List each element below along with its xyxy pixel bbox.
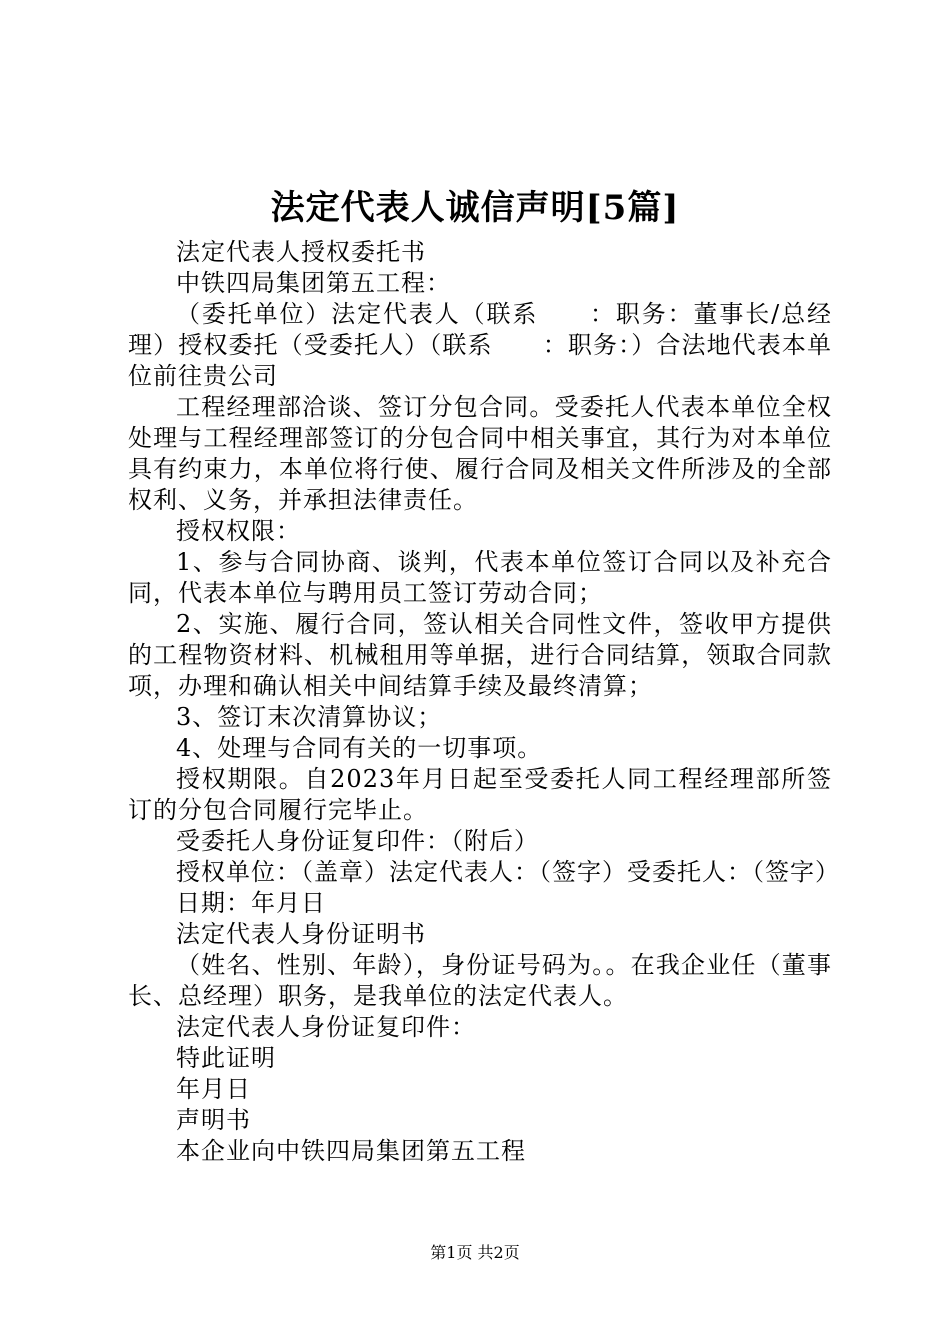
- document-body: [128, 237, 840, 1167]
- paragraph-3: （委托单位）法定代表人（联系 ：职务：董事长/总经理）授权委托（受委托人）（联系 ：职务：）合法地代表本单位前往贵公司: [128, 300, 832, 390]
- paragraph-14: 法定代表人身份证明书: [176, 920, 426, 948]
- paragraph-7: 2、实施、履行合同，签认相关合同性文件，签收甲方提供的工程物资材料、机械租用等单据，进行合同结算，领取合同款项，办理和确认相关中间结算手续及最终清算；: [128, 610, 832, 700]
- paragraph-17: 特此证明: [176, 1044, 276, 1072]
- paragraph-16: 法定代表人身份证复印件：: [176, 1013, 476, 1041]
- paragraph-9: 4、处理与合同有关的一切事项。: [176, 734, 543, 762]
- paragraph-8: 3、签订末次清算协议；: [176, 703, 443, 731]
- paragraph-5: 授权权限：: [176, 517, 301, 545]
- paragraph-18: 年月日: [176, 1075, 251, 1103]
- paragraph-11: 受委托人身份证复印件：（附后）: [176, 827, 539, 855]
- paragraph-12: 授权单位：（盖章）法定代表人：（签字）受委托人：（签字）: [176, 858, 840, 886]
- paragraph-19: 声明书: [176, 1106, 251, 1134]
- paragraph-4: 工程经理部洽谈、签订分包合同。受委托人代表本单位全权处理与工程经理部签订的分包合同中相关事宜，其行为对本单位具有约束力，本单位将行使、履行合同及相关文件所涉及的全部权利、义务，并承担法律责任。: [128, 393, 832, 514]
- paragraph-20: 本企业向中铁四局集团第五工程: [176, 1137, 526, 1165]
- paragraph-15: （姓名、性别、年龄），身份证号码为。。在我企业任（董事长、总经理）职务，是我单位的法定代表人。: [128, 951, 832, 1010]
- paragraph-10: 授权期限。自2023年月日起至受委托人同工程经理部所签订的分包合同履行完毕止。: [128, 765, 832, 824]
- paragraph-1: 法定代表人授权委托书: [176, 238, 426, 266]
- paragraph-6: 1、参与合同协商、谈判，代表本单位签订合同以及补充合同，代表本单位与聘用员工签订劳动合同；: [128, 548, 832, 607]
- paragraph-2: 中铁四局集团第五工程：: [176, 269, 451, 297]
- page-footer: 第1页 共2页: [430, 1243, 520, 1262]
- paragraph-13: 日期：年月日: [176, 889, 326, 917]
- document-title: 法定代表人诚信声明[5篇]: [270, 188, 680, 228]
